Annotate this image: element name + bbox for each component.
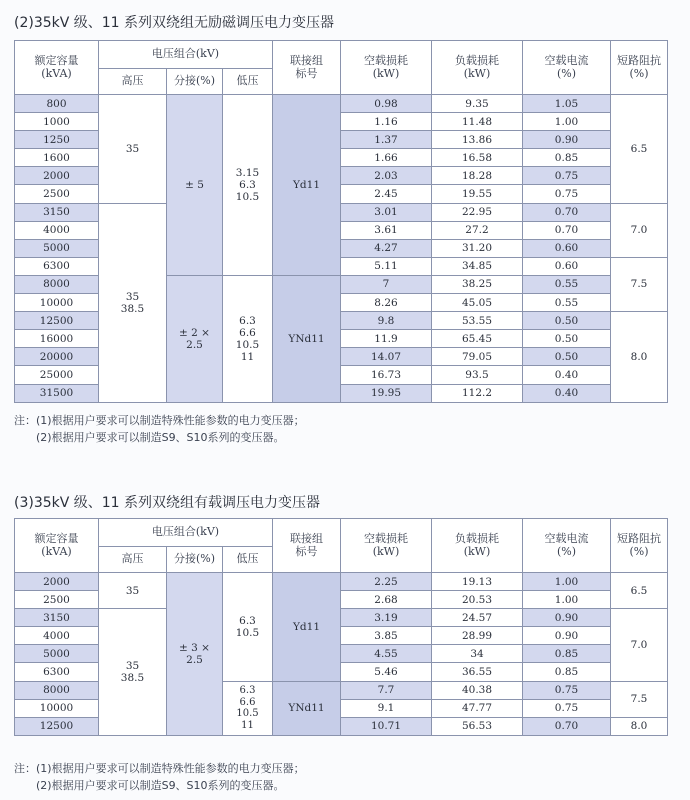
load-loss-cell: 22.95	[432, 203, 523, 221]
capacity-cell: 6300	[15, 663, 99, 681]
noload-loss-cell: 9.1	[341, 699, 432, 717]
capacity-cell: 3150	[15, 609, 99, 627]
noload-loss-cell: 4.55	[341, 645, 432, 663]
noload-loss-cell: 1.37	[341, 131, 432, 149]
load-loss-cell: 40.38	[432, 681, 523, 699]
capacity-cell: 10000	[15, 699, 99, 717]
load-loss-cell: 53.55	[432, 312, 523, 330]
vector-cell: Yd11	[273, 573, 341, 682]
noload-loss-cell: 16.73	[341, 366, 432, 384]
capacity-cell: 5000	[15, 239, 99, 257]
hv-cell: 35	[99, 95, 167, 204]
capacity-cell: 800	[15, 95, 99, 113]
load-loss-cell: 56.53	[432, 717, 523, 735]
noload-current-cell: 0.75	[523, 167, 611, 185]
noload-current-cell: 0.85	[523, 149, 611, 167]
noload-loss-cell: 1.16	[341, 113, 432, 131]
noload-loss-cell: 11.9	[341, 330, 432, 348]
noload-current-cell: 0.75	[523, 699, 611, 717]
noload-current-cell: 0.50	[523, 312, 611, 330]
noload-current-cell: 0.90	[523, 627, 611, 645]
load-loss-header: 负载损耗 (kW)	[432, 519, 523, 573]
lv-header: 低压	[223, 547, 273, 573]
noload-current-cell: 0.40	[523, 384, 611, 402]
noload-current-cell: 0.70	[523, 221, 611, 239]
load-loss-cell: 65.45	[432, 330, 523, 348]
table-row	[15, 609, 668, 627]
noload-current-cell: 1.00	[523, 591, 611, 609]
load-loss-cell: 13.86	[432, 131, 523, 149]
section2-title: (2)35kV 级、11 系列双绕组无励磁调压电力变压器	[14, 15, 335, 31]
capacity-cell: 12500	[15, 312, 99, 330]
tap-cell: ± 5	[167, 95, 223, 276]
table-row	[15, 95, 668, 113]
hv-cell: 35	[99, 573, 167, 609]
hv-cell: 35 38.5	[99, 609, 167, 736]
noload-loss-cell: 2.03	[341, 167, 432, 185]
vector-group-header: 联接组 标号	[273, 519, 341, 573]
noload-loss-cell: 3.85	[341, 627, 432, 645]
load-loss-cell: 31.20	[432, 239, 523, 257]
load-loss-cell: 93.5	[432, 366, 523, 384]
load-loss-cell: 45.05	[432, 294, 523, 312]
noload-current-cell: 0.55	[523, 275, 611, 293]
capacity-cell: 5000	[15, 645, 99, 663]
noload-loss-cell: 4.27	[341, 239, 432, 257]
noload-current-cell: 0.55	[523, 294, 611, 312]
tap-cell: ± 2 × 2.5	[167, 275, 223, 402]
noload-loss-cell: 19.95	[341, 384, 432, 402]
load-loss-cell: 24.57	[432, 609, 523, 627]
vector-group-header: 联接组 标号	[273, 41, 341, 95]
noload-loss-cell: 2.45	[341, 185, 432, 203]
noload-loss-cell: 9.8	[341, 312, 432, 330]
load-loss-cell: 11.48	[432, 113, 523, 131]
load-loss-cell: 34.85	[432, 257, 523, 275]
capacity-header: 额定容量 (kVA)	[15, 519, 99, 573]
capacity-header: 额定容量 (kVA)	[15, 41, 99, 95]
capacity-cell: 2500	[15, 185, 99, 203]
noload-current-header: 空载电流 (%)	[523, 519, 611, 573]
noload-current-cell: 1.00	[523, 573, 611, 591]
lv-cell: 6.3 10.5	[223, 573, 273, 682]
noload-loss-cell: 0.98	[341, 95, 432, 113]
noload-loss-header: 空载损耗 (kW)	[341, 41, 432, 95]
capacity-cell: 25000	[15, 366, 99, 384]
tap-cell: ± 3 × 2.5	[167, 573, 223, 736]
section3-title: (3)35kV 级、11 系列双绕组有载调压电力变压器	[14, 495, 321, 511]
load-loss-header: 负载损耗 (kW)	[432, 41, 523, 95]
impedance-cell: 8.0	[611, 312, 668, 402]
load-loss-cell: 28.99	[432, 627, 523, 645]
load-loss-cell: 20.53	[432, 591, 523, 609]
load-loss-cell: 19.55	[432, 185, 523, 203]
noload-loss-cell: 5.46	[341, 663, 432, 681]
load-loss-cell: 19.13	[432, 573, 523, 591]
noload-current-cell: 0.60	[523, 239, 611, 257]
impedance-cell: 7.0	[611, 609, 668, 681]
noload-loss-cell: 2.25	[341, 573, 432, 591]
capacity-cell: 4000	[15, 221, 99, 239]
section3-notes	[14, 760, 305, 794]
capacity-cell: 1000	[15, 113, 99, 131]
noload-current-cell: 0.60	[523, 257, 611, 275]
impedance-cell: 7.0	[611, 203, 668, 257]
noload-loss-cell: 3.01	[341, 203, 432, 221]
noload-loss-cell: 3.61	[341, 221, 432, 239]
noload-current-cell: 1.05	[523, 95, 611, 113]
capacity-cell: 4000	[15, 627, 99, 645]
noload-current-cell: 0.85	[523, 663, 611, 681]
capacity-cell: 16000	[15, 330, 99, 348]
load-loss-cell: 16.58	[432, 149, 523, 167]
impedance-cell: 7.5	[611, 681, 668, 717]
capacity-cell: 3150	[15, 203, 99, 221]
noload-loss-cell: 7.7	[341, 681, 432, 699]
lv-cell: 6.3 6.6 10.5 11	[223, 275, 273, 402]
noload-current-cell: 0.70	[523, 717, 611, 735]
capacity-cell: 2500	[15, 591, 99, 609]
hv-cell: 35 38.5	[99, 203, 167, 402]
noload-current-cell: 0.90	[523, 609, 611, 627]
capacity-cell: 2000	[15, 573, 99, 591]
capacity-cell: 12500	[15, 717, 99, 735]
noload-current-cell: 0.50	[523, 330, 611, 348]
note-line: 注：(1)根据用户要求可以制造特殊性能参数的电力变压器；	[14, 414, 305, 427]
load-loss-cell: 36.55	[432, 663, 523, 681]
tap-header: 分接(%)	[167, 547, 223, 573]
impedance-cell: 8.0	[611, 717, 668, 735]
load-loss-cell: 112.2	[432, 384, 523, 402]
capacity-cell: 8000	[15, 275, 99, 293]
load-loss-cell: 18.28	[432, 167, 523, 185]
section3-table	[14, 518, 668, 736]
capacity-cell: 1250	[15, 131, 99, 149]
section2-table	[14, 40, 668, 403]
lv-cell: 3.15 6.3 10.5	[223, 95, 273, 276]
lv-cell: 6.3 6.6 10.5 11	[223, 681, 273, 735]
noload-loss-cell: 5.11	[341, 257, 432, 275]
load-loss-cell: 38.25	[432, 275, 523, 293]
capacity-cell: 20000	[15, 348, 99, 366]
note-line: (2)根据用户要求可以制造S9、S10系列的变压器。	[36, 431, 285, 444]
load-loss-cell: 47.77	[432, 699, 523, 717]
noload-current-cell: 0.85	[523, 645, 611, 663]
impedance-cell: 7.5	[611, 257, 668, 311]
noload-current-cell: 0.50	[523, 348, 611, 366]
capacity-cell: 10000	[15, 294, 99, 312]
note-line: 注：(1)根据用户要求可以制造特殊性能参数的电力变压器；	[14, 762, 305, 775]
table-row	[15, 203, 668, 221]
note-line: (2)根据用户要求可以制造S9、S10系列的变压器。	[36, 779, 285, 792]
capacity-cell: 31500	[15, 384, 99, 402]
hv-header: 高压	[99, 547, 167, 573]
section2-notes	[14, 412, 305, 446]
noload-loss-cell: 1.66	[341, 149, 432, 167]
voltage-group-header: 电压组合(kV)	[99, 41, 273, 69]
voltage-group-header: 电压组合(kV)	[99, 519, 273, 547]
noload-current-cell: 1.00	[523, 113, 611, 131]
table-row	[15, 573, 668, 591]
vector-cell: YNd11	[273, 681, 341, 735]
lv-header: 低压	[223, 69, 273, 95]
noload-loss-cell: 8.26	[341, 294, 432, 312]
load-loss-cell: 27.2	[432, 221, 523, 239]
impedance-header: 短路阻抗 (%)	[611, 41, 668, 95]
capacity-cell: 1600	[15, 149, 99, 167]
noload-current-cell: 0.75	[523, 185, 611, 203]
impedance-cell: 6.5	[611, 573, 668, 609]
noload-loss-cell: 10.71	[341, 717, 432, 735]
hv-header: 高压	[99, 69, 167, 95]
noload-current-cell: 0.40	[523, 366, 611, 384]
impedance-header: 短路阻抗 (%)	[611, 519, 668, 573]
capacity-cell: 8000	[15, 681, 99, 699]
noload-current-cell: 0.75	[523, 681, 611, 699]
noload-loss-header: 空载损耗 (kW)	[341, 519, 432, 573]
noload-loss-cell: 2.68	[341, 591, 432, 609]
noload-loss-cell: 3.19	[341, 609, 432, 627]
load-loss-cell: 9.35	[432, 95, 523, 113]
load-loss-cell: 34	[432, 645, 523, 663]
noload-current-cell: 0.90	[523, 131, 611, 149]
capacity-cell: 6300	[15, 257, 99, 275]
noload-current-cell: 0.70	[523, 203, 611, 221]
noload-current-header: 空载电流 (%)	[523, 41, 611, 95]
vector-cell: Yd11	[273, 95, 341, 276]
tap-header: 分接(%)	[167, 69, 223, 95]
impedance-cell: 6.5	[611, 95, 668, 204]
capacity-cell: 2000	[15, 167, 99, 185]
noload-loss-cell: 14.07	[341, 348, 432, 366]
load-loss-cell: 79.05	[432, 348, 523, 366]
vector-cell: YNd11	[273, 275, 341, 402]
noload-loss-cell: 7	[341, 275, 432, 293]
